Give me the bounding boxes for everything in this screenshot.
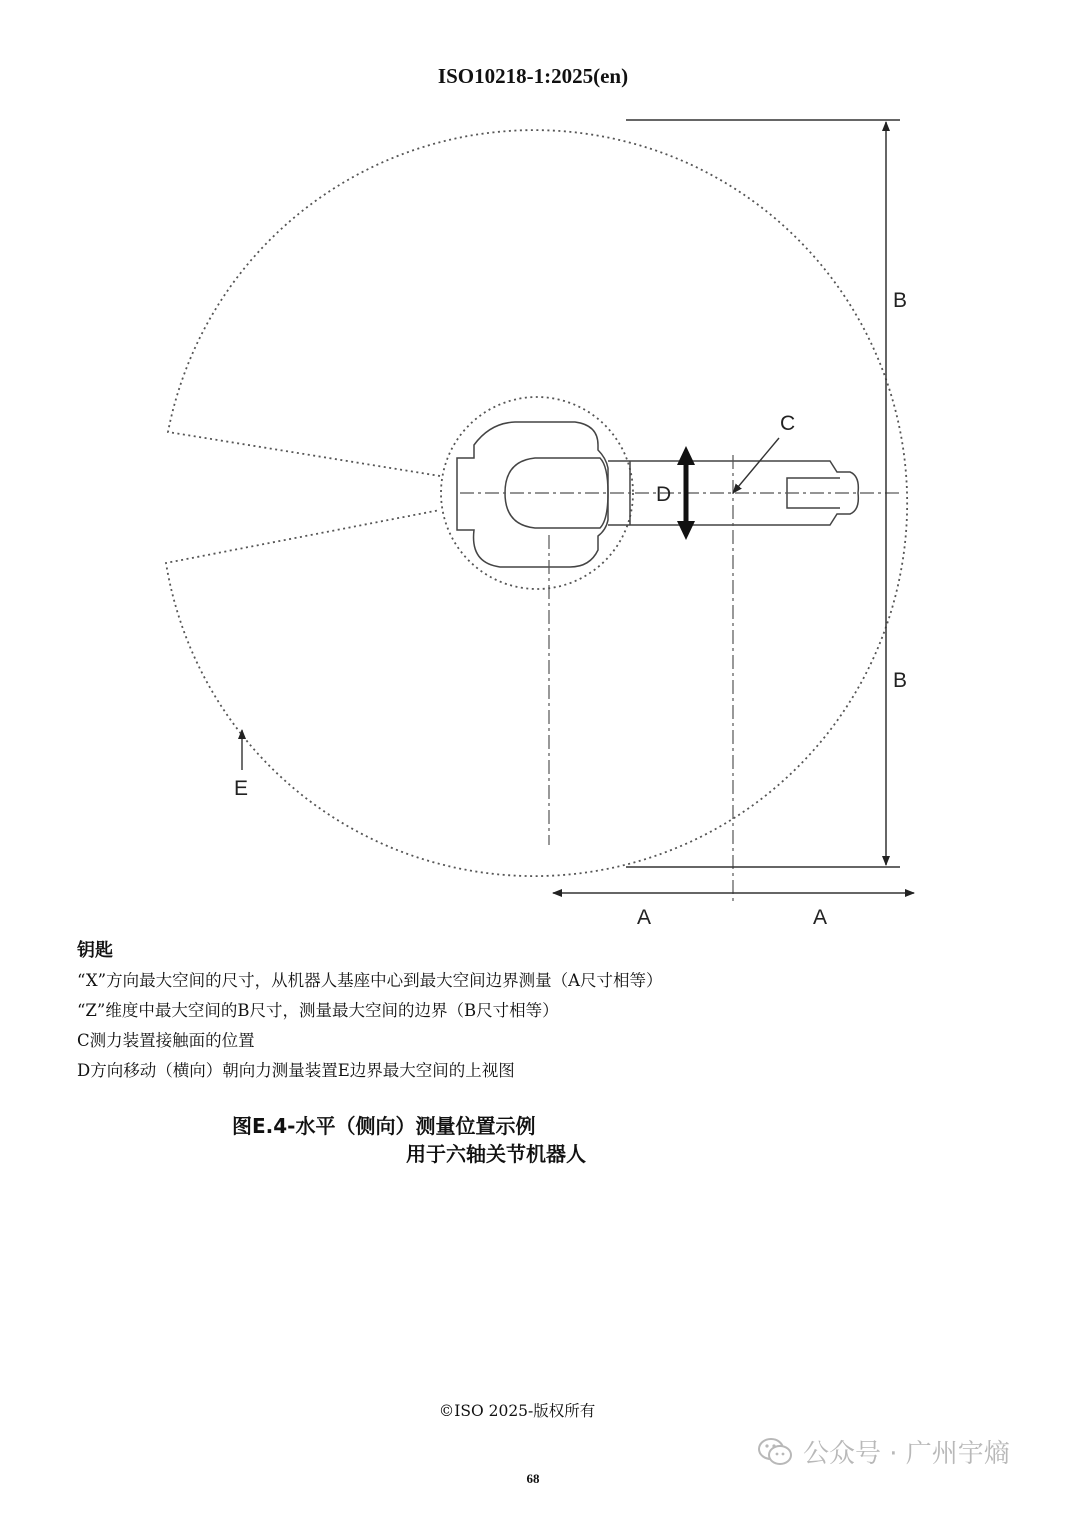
page-number: 68: [526, 1471, 540, 1486]
dimension-a-label-left: A: [637, 906, 652, 929]
contact-c-leader: [733, 438, 779, 493]
dimension-b-label-top: B: [893, 289, 908, 312]
figure-caption-line2: 用于六轴关节机器人: [406, 1142, 586, 1166]
figure-caption-line1: 图E.4-水平（侧向）测量位置示例: [232, 1114, 536, 1138]
document-title: ISO10218-1:2025(en): [437, 64, 629, 88]
dimension-a-label-right: A: [813, 906, 828, 929]
key-item-d: D方向移动（横向）朝向力测量装置E边界最大空间的上视图: [77, 1061, 515, 1080]
max-space-boundary: [166, 130, 907, 876]
contact-c-label: C: [780, 412, 796, 435]
key-title: 钥匙: [77, 940, 113, 961]
watermark: [757, 1433, 1010, 1470]
key-list: [77, 966, 663, 1086]
copyright: ©ISO 2025-版权所有: [438, 1402, 596, 1420]
watermark-text: 公众号 · 广州宇熵: [803, 1439, 1010, 1469]
key-item-x: “X”方向最大空间的尺寸，从机器人基座中心到最大空间边界测量（A尺寸相等）: [77, 971, 663, 990]
boundary-e-label: E: [234, 777, 249, 800]
dimension-b-label-bottom: B: [893, 669, 908, 692]
key-item-c: C测力装置接触面的位置: [77, 1031, 255, 1050]
wechat-icon: [757, 1436, 793, 1468]
direction-d-label: D: [656, 483, 672, 506]
key-item-z: “Z”维度中最大空间的B尺寸，测量最大空间的边界（B尺寸相等）: [77, 1001, 559, 1020]
